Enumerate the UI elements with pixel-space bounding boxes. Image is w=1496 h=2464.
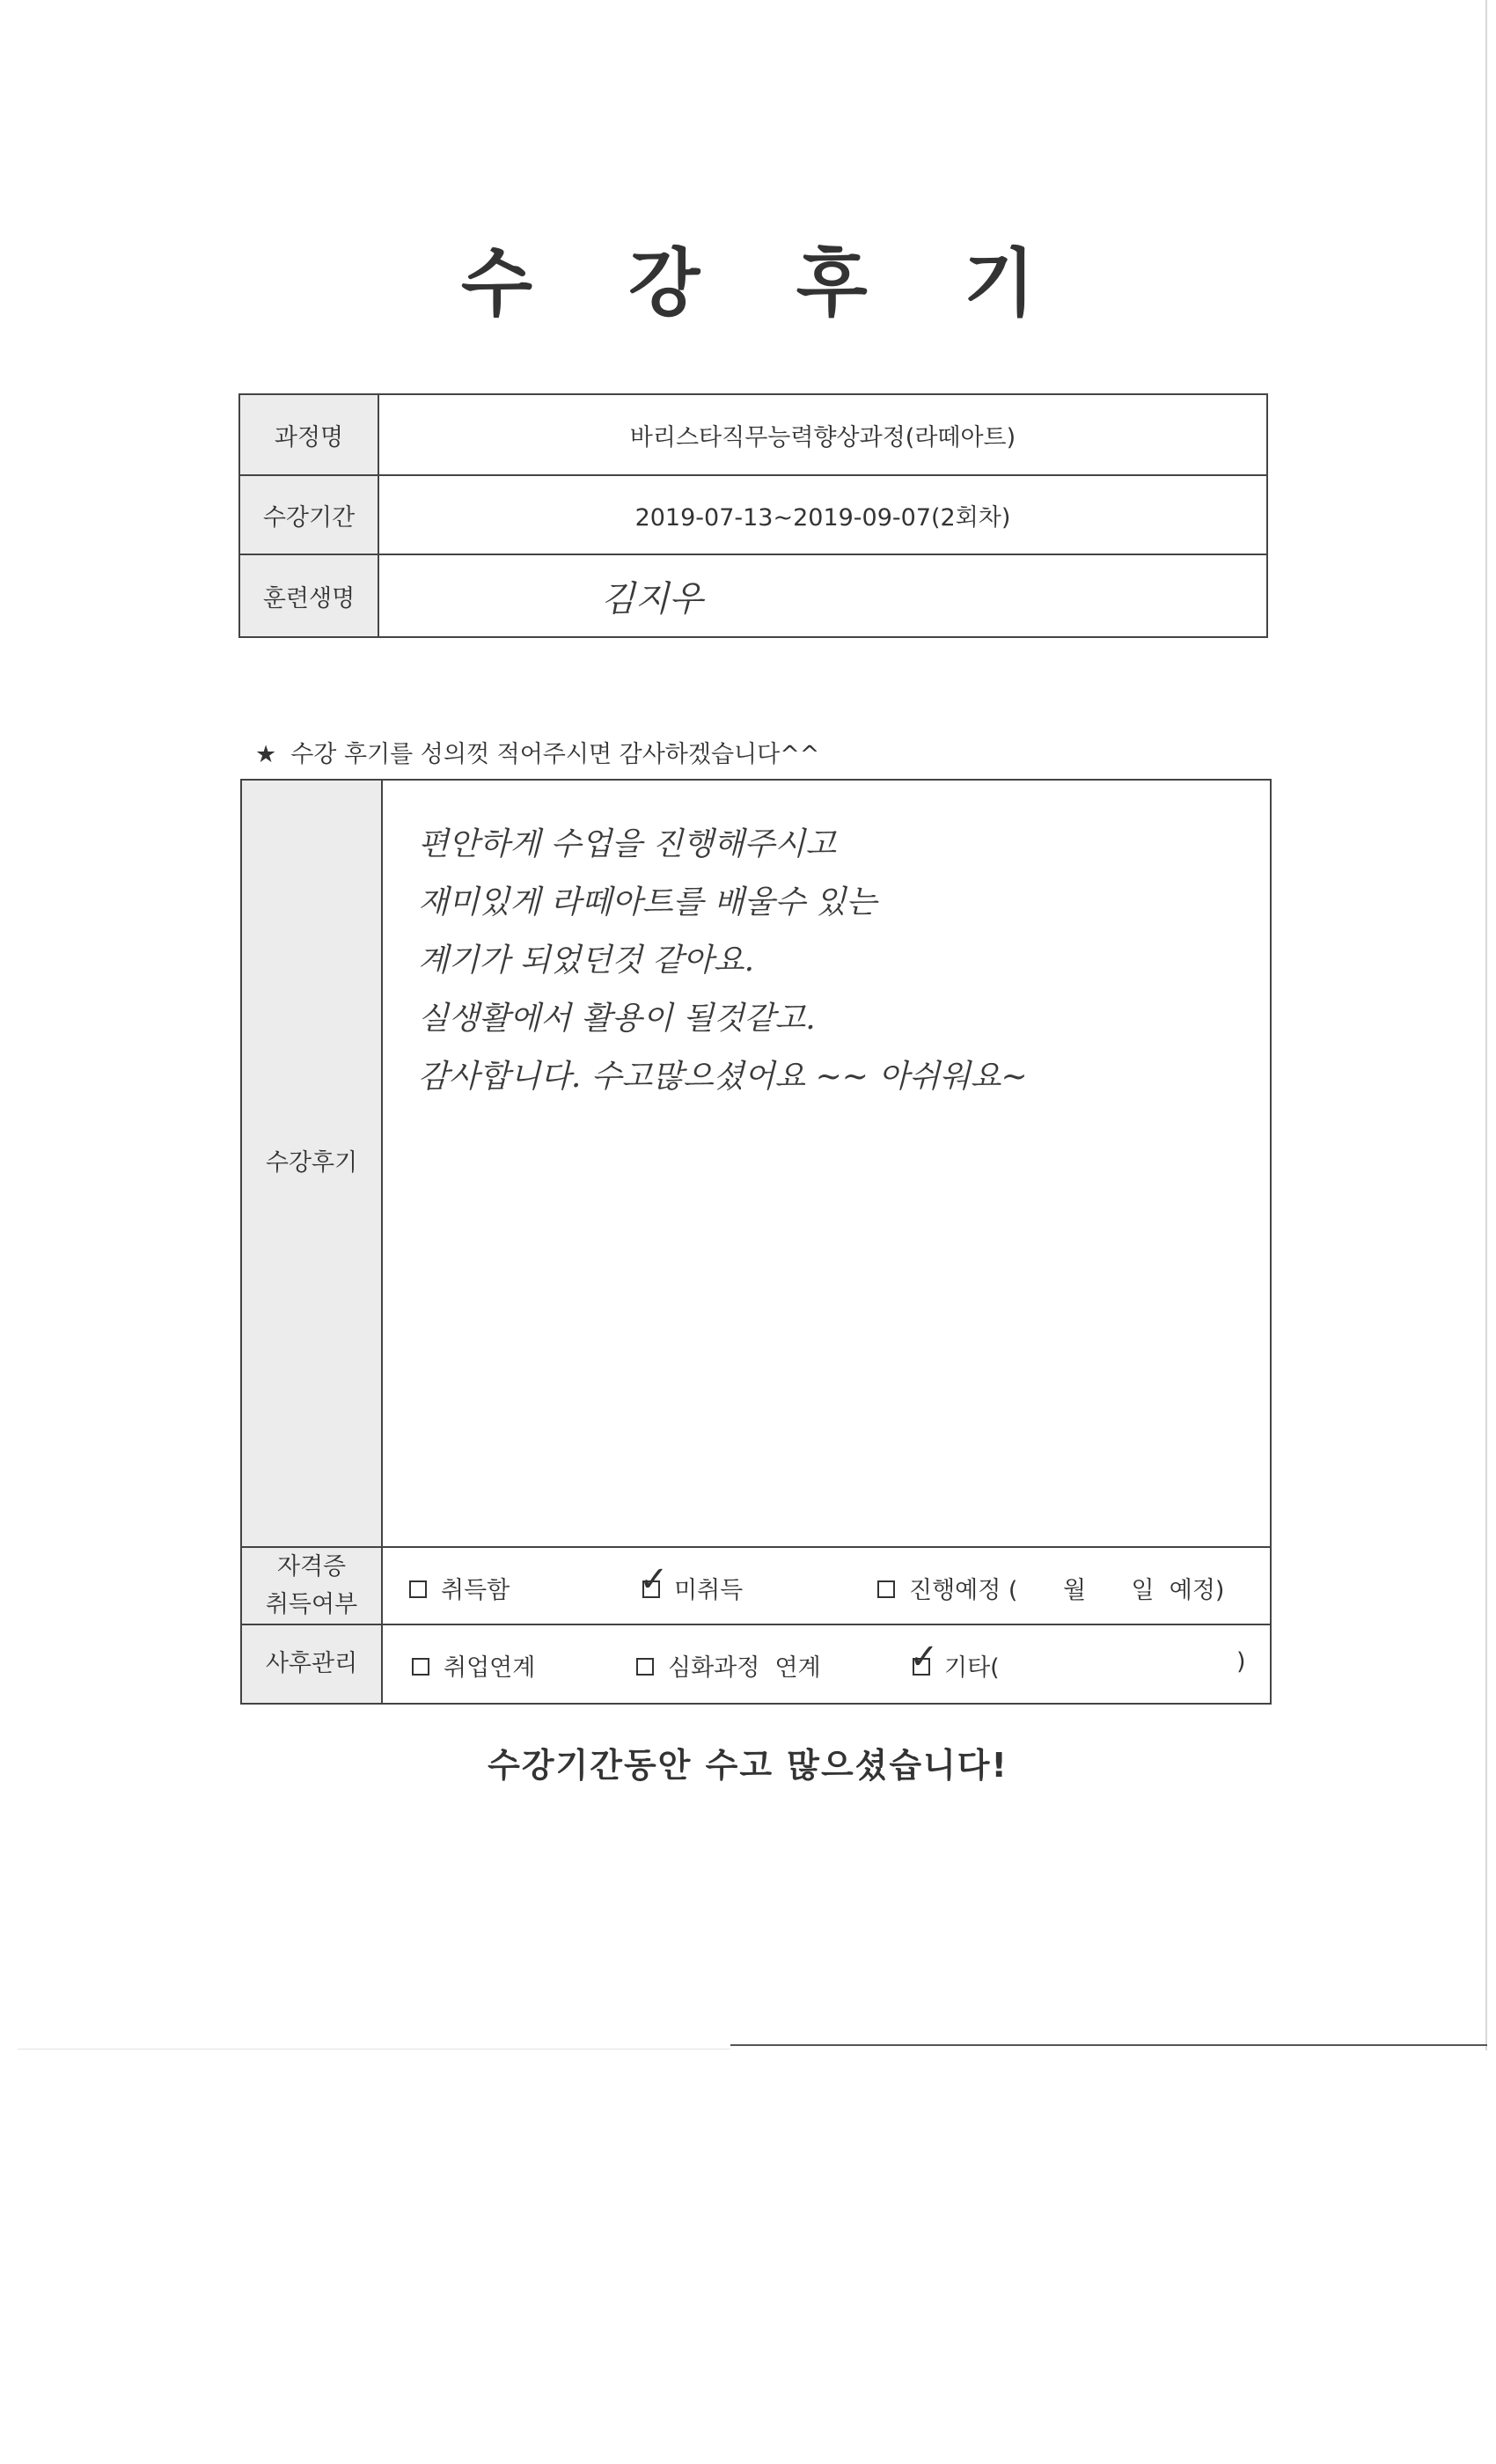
closing-message: 수강기간동안 수고 많으셨습니다! xyxy=(488,1746,1008,1785)
review-label: 수강후기 xyxy=(265,1149,358,1177)
followup-option-employment[interactable]: 취업연계 xyxy=(412,1648,535,1683)
review-table xyxy=(240,779,1272,1705)
instruction-note xyxy=(255,735,819,769)
trainee-name-handwritten[interactable]: 김지우 xyxy=(601,578,703,620)
checkbox-checked[interactable] xyxy=(909,1636,939,1677)
certificate-label-line1: 자격증 xyxy=(276,1552,347,1580)
scan-edge xyxy=(18,2049,730,2050)
certificate-label xyxy=(242,1548,381,1624)
followup-other-close-paren: ) xyxy=(1236,1648,1246,1676)
followup-option-other[interactable]: ✓ 기타( xyxy=(909,1636,1000,1682)
course-name-label: 과정명 xyxy=(240,395,379,474)
checkbox[interactable] xyxy=(636,1658,654,1676)
star-icon: ★ xyxy=(255,741,277,768)
checkbox[interactable] xyxy=(877,1580,895,1598)
period-row xyxy=(240,476,1266,555)
certificate-option-planned[interactable]: 진행예정 ( 월 일 예정) xyxy=(877,1571,1224,1605)
period-label: 수강기간 xyxy=(240,476,379,554)
review-line: 재미있게 라떼아트를 배울수 있는 xyxy=(418,884,877,920)
check-mark-icon: ✓ xyxy=(639,1558,669,1600)
checkbox[interactable] xyxy=(412,1658,429,1676)
review-line: 실생활에서 활용이 될것같고. xyxy=(418,1001,816,1037)
divider xyxy=(242,1546,1270,1548)
check-mark-icon: ✓ xyxy=(909,1636,939,1677)
course-name-row xyxy=(240,395,1266,476)
certificate-option-not-obtained[interactable]: ✓ 미취득 xyxy=(639,1558,744,1604)
review-line: 감사합니다. 수고많으셨어요 ~~ 아쉬워요~ xyxy=(418,1059,1028,1095)
period-value: 2019-07-13~2019-09-07(2회차) xyxy=(634,503,1011,532)
certificate-label-line2: 취득여부 xyxy=(265,1591,358,1618)
followup-option-advanced-course[interactable]: 심화과정 연계 xyxy=(636,1648,821,1683)
review-line: 계기가 되었던것 같아요. xyxy=(418,942,755,979)
trainee-label: 훈련생명 xyxy=(240,555,379,636)
checkbox-checked[interactable] xyxy=(639,1558,669,1600)
followup-label: 사후관리 xyxy=(265,1650,358,1678)
instruction-text: 수강 후기를 성의껏 적어주시면 감사하겠습니다^^ xyxy=(290,741,820,768)
page-title: 수 강 후 기 xyxy=(460,240,1071,326)
divider xyxy=(242,1624,1270,1625)
review-line: 편안하게 수업을 진행해주시고 xyxy=(418,826,836,862)
course-name-value: 바리스타직무능력향상과정(라떼아트) xyxy=(629,423,1016,451)
certificate-option-obtained[interactable]: 취득함 xyxy=(409,1571,510,1605)
course-info-table xyxy=(238,393,1268,638)
trainee-row xyxy=(240,555,1266,636)
review-text-area[interactable] xyxy=(418,816,1243,1106)
checkbox[interactable] xyxy=(409,1580,427,1598)
scan-edge xyxy=(730,2044,1487,2046)
